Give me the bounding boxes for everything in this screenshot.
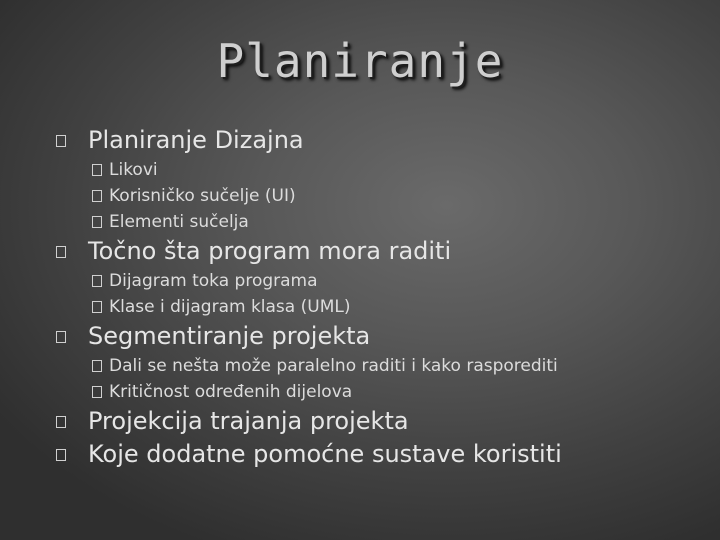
- square-bullet-icon: [56, 135, 66, 147]
- sub-bullet-text: Korisničko sučelje (UI): [109, 186, 296, 206]
- sub-bullet-item: [92, 209, 696, 235]
- sub-bullet-text: Elementi sučelja: [109, 212, 249, 232]
- bullet-text: Koje dodatne pomoćne sustave koristiti: [88, 440, 562, 468]
- square-bullet-icon: [92, 164, 102, 176]
- square-bullet-icon: [92, 190, 102, 202]
- square-bullet-icon: [56, 331, 66, 343]
- sub-bullet-text: Dali se nešta može paralelno raditi i kako rasporediti: [109, 356, 558, 376]
- bullet-text: Projekcija trajanja projekta: [88, 407, 409, 435]
- sub-bullet-item: [92, 353, 696, 379]
- sub-bullet-item: [92, 268, 696, 294]
- square-bullet-icon: [56, 416, 66, 428]
- bullet-item: [56, 405, 696, 438]
- bullet-text: Planiranje Dizajna: [88, 126, 304, 154]
- square-bullet-icon: [92, 275, 102, 287]
- sub-bullet-item: [92, 294, 696, 320]
- bullet-item: [56, 124, 696, 157]
- square-bullet-icon: [56, 246, 66, 258]
- bullet-list: [56, 124, 696, 471]
- square-bullet-icon: [92, 360, 102, 372]
- sub-bullet-text: Dijagram toka programa: [109, 271, 318, 291]
- sub-bullet-item: [92, 157, 696, 183]
- sub-bullet-item: [92, 379, 696, 405]
- bullet-item: [56, 438, 696, 471]
- square-bullet-icon: [92, 386, 102, 398]
- bullet-item: [56, 235, 696, 268]
- sub-bullet-text: Likovi: [109, 160, 158, 180]
- bullet-text: Točno šta program mora raditi: [88, 237, 452, 265]
- bullet-item: [56, 320, 696, 353]
- sub-bullet-text: Klase i dijagram klasa (UML): [109, 297, 351, 317]
- square-bullet-icon: [56, 449, 66, 461]
- square-bullet-icon: [92, 301, 102, 313]
- bullet-text: Segmentiranje projekta: [88, 322, 371, 350]
- sub-bullet-item: [92, 183, 696, 209]
- square-bullet-icon: [92, 216, 102, 228]
- sub-bullet-text: Kritičnost određenih dijelova: [109, 382, 353, 402]
- slide-title: Planiranje: [216, 34, 504, 88]
